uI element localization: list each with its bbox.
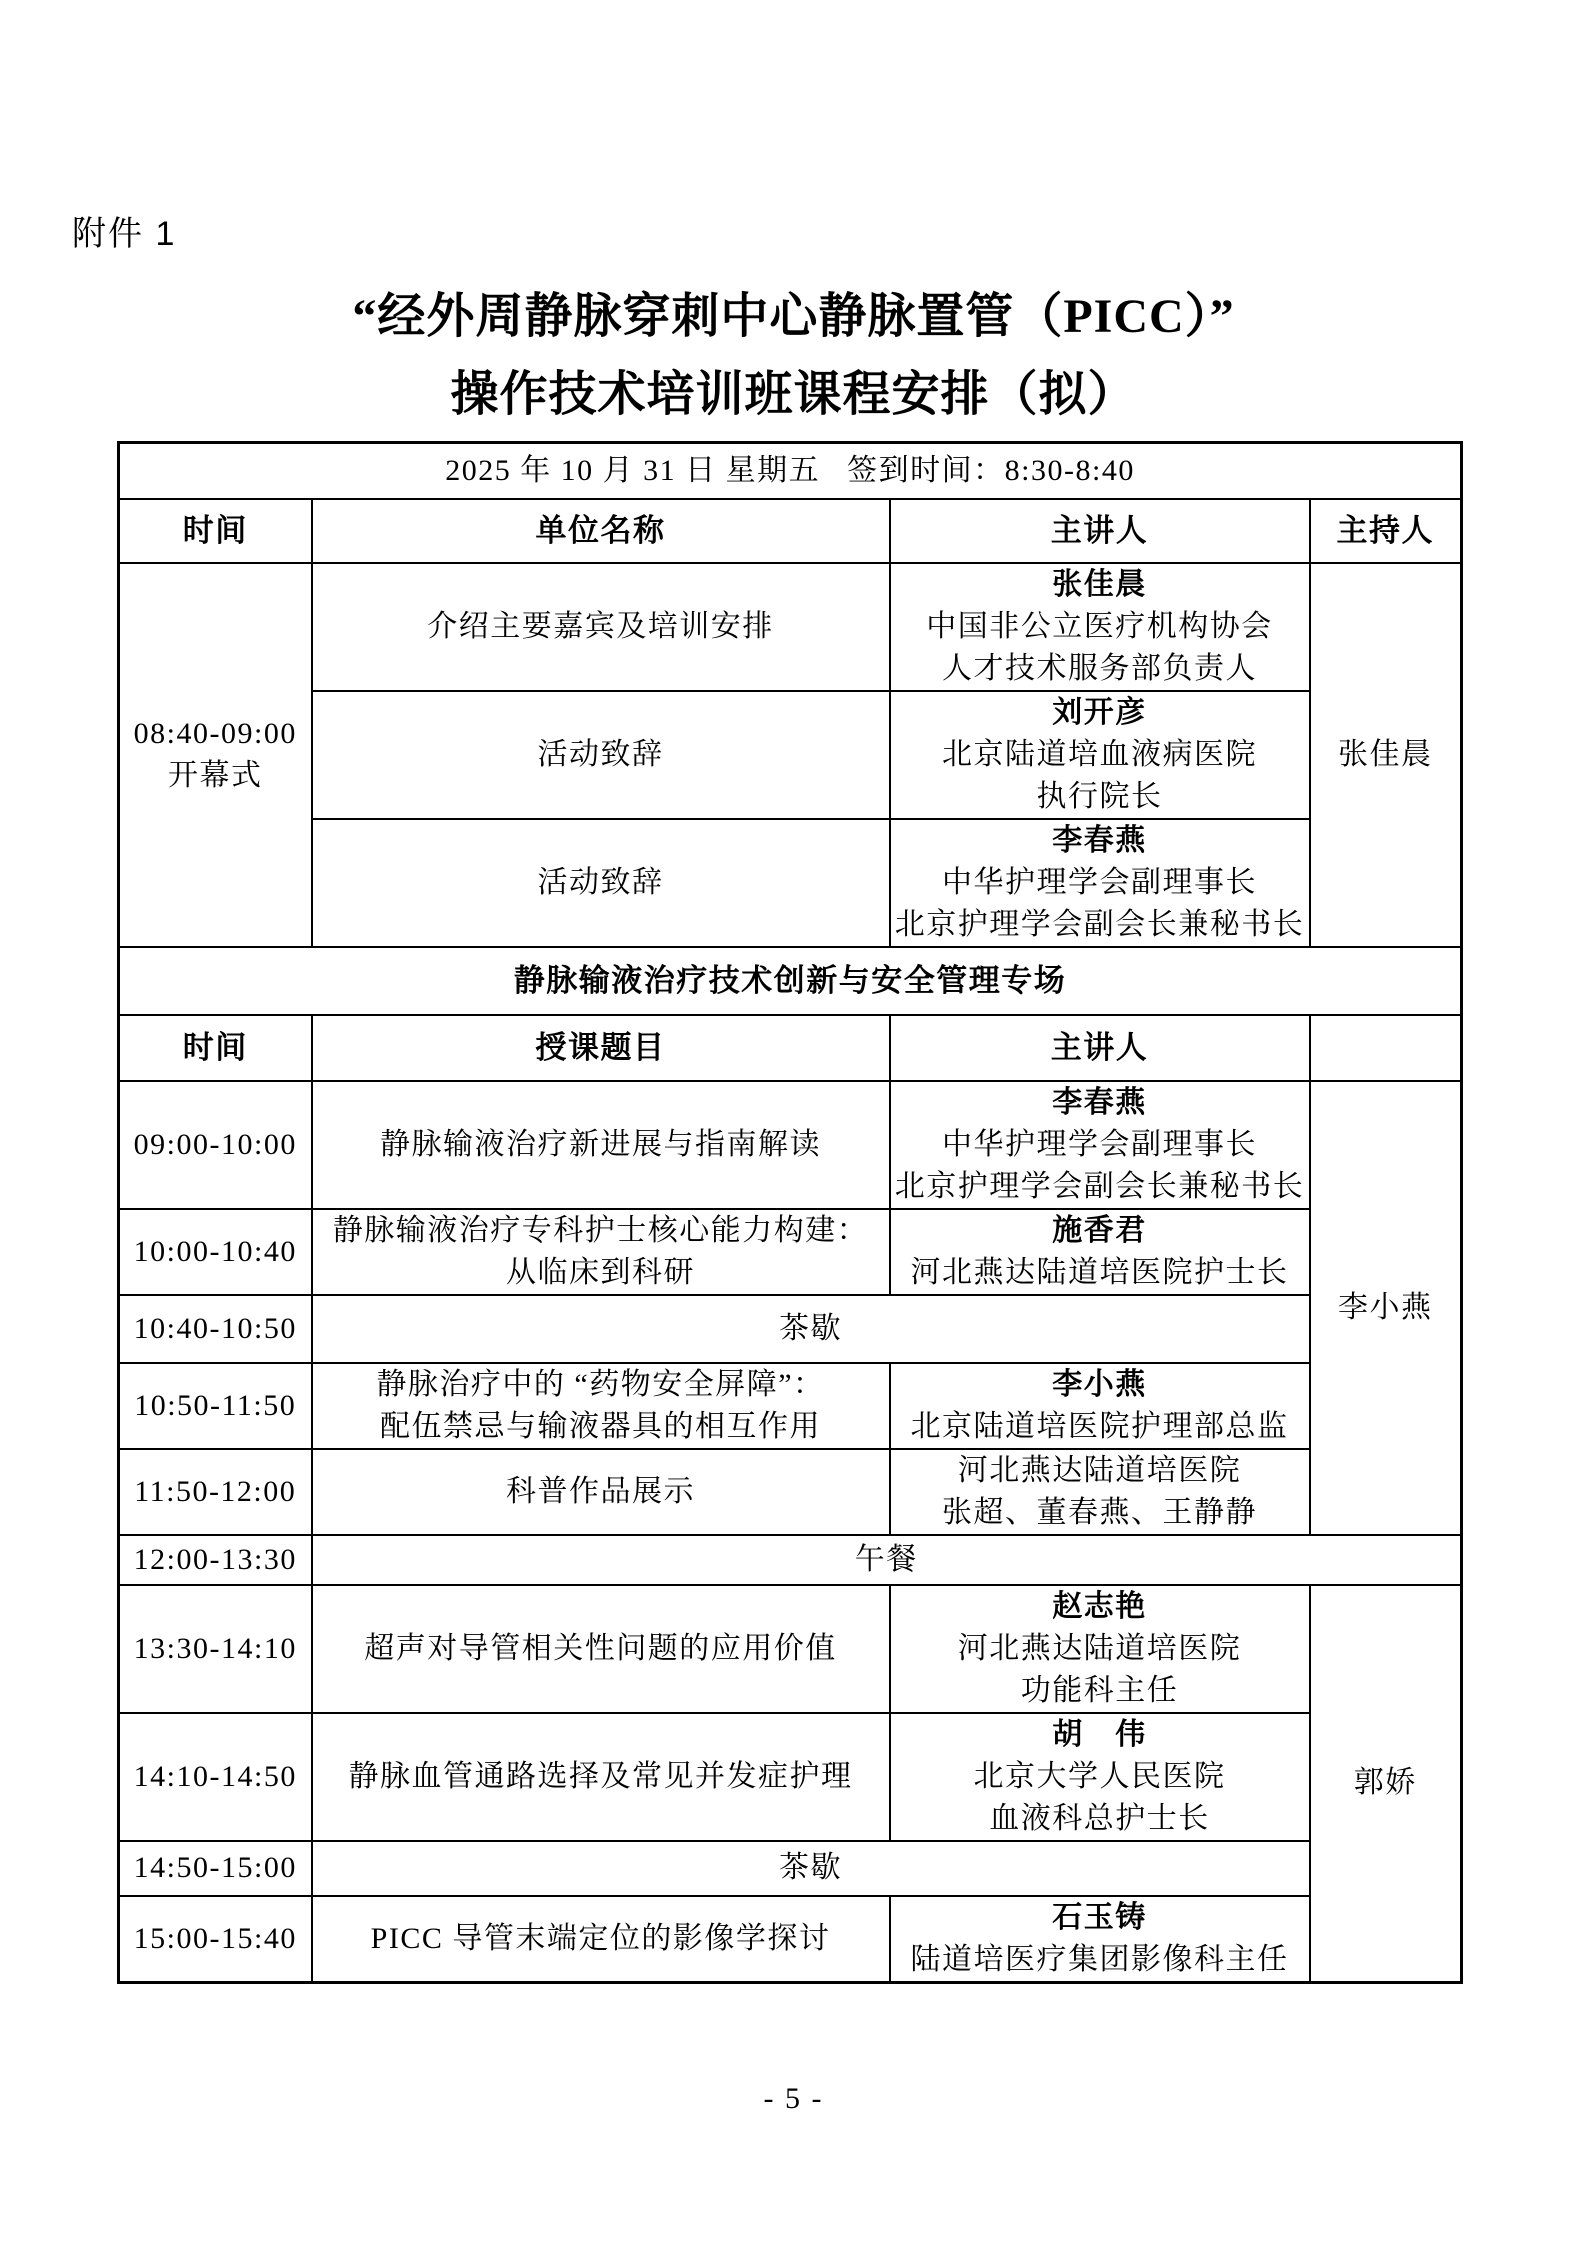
speaker-position: 血液科总护士长 <box>989 1801 1210 1835</box>
speaker-affiliation: 中华护理学会副理事长 <box>942 865 1257 899</box>
speaker-cell <box>890 1585 1310 1713</box>
opening-row-3 <box>119 819 1462 947</box>
tea-break-cell: 茶歇 <box>312 1841 1310 1896</box>
topic-line-1: 静脉治疗中的 “药物安全屏障”： <box>376 1367 825 1401</box>
speaker-affiliation: 河北燕达陆道培医院 <box>957 1631 1242 1665</box>
lecture-row <box>119 1209 1462 1295</box>
opening-row-1 <box>119 563 1462 691</box>
speaker-affiliation: 北京陆道培血液病医院 <box>942 737 1257 771</box>
speaker-position: 执行院长 <box>1036 779 1163 813</box>
topic-line-2: 配伍禁忌与输液器具的相互作用 <box>380 1409 821 1443</box>
schedule-table <box>117 441 1463 1984</box>
speaker-cell <box>890 1209 1310 1295</box>
col-header-time: 时间 <box>119 1015 312 1081</box>
col-header-unit: 单位名称 <box>312 499 890 563</box>
document-title <box>0 278 1587 434</box>
speaker-name: 胡 伟 <box>1052 1717 1147 1751</box>
speaker-affiliation: 北京陆道培医院护理部总监 <box>910 1409 1289 1443</box>
time-cell: 15:00-15:40 <box>119 1896 312 1983</box>
tea-break-row <box>119 1295 1462 1363</box>
lecture-row <box>119 1081 1462 1209</box>
time-cell: 12:00-13:30 <box>119 1535 312 1585</box>
opening-time-cell <box>119 563 312 947</box>
host-cell-afternoon: 郭娇 <box>1310 1585 1462 1983</box>
opening-label: 开幕式 <box>168 758 263 792</box>
speaker-position: 人才技术服务部负责人 <box>942 651 1257 685</box>
topic-cell: 静脉血管通路选择及常见并发症护理 <box>312 1713 890 1841</box>
col-header-time: 时间 <box>119 499 312 563</box>
column-header-row-2 <box>119 1015 1462 1081</box>
host-cell-opening: 张佳晨 <box>1310 563 1462 947</box>
speaker-name: 李小燕 <box>1052 1367 1147 1401</box>
speaker-affiliation: 河北燕达陆道培医院护士长 <box>910 1255 1289 1289</box>
speaker-cell <box>890 563 1310 691</box>
col-header-speaker: 主讲人 <box>890 499 1310 563</box>
col-header-topic: 授课题目 <box>312 1015 890 1081</box>
speaker-names: 张超、董春燕、王静静 <box>942 1495 1257 1529</box>
lunch-break-cell: 午餐 <box>312 1535 1462 1585</box>
col-header-host-empty <box>1310 1015 1462 1081</box>
speaker-name: 石玉铸 <box>1052 1900 1147 1934</box>
speaker-name: 李春燕 <box>1052 1085 1147 1119</box>
time-cell: 13:30-14:10 <box>119 1585 312 1713</box>
session-title-row <box>119 947 1462 1015</box>
page-number: - 5 - <box>763 2082 824 2115</box>
speaker-cell <box>890 1363 1310 1449</box>
speaker-cell <box>890 691 1310 819</box>
topic-line-1: 静脉输液治疗专科护士核心能力构建： <box>332 1213 869 1247</box>
lecture-row <box>119 1585 1462 1713</box>
opening-time: 08:40-09:00 <box>133 716 297 750</box>
speaker-name: 李春燕 <box>1052 823 1147 857</box>
speaker-cell <box>890 1713 1310 1841</box>
speaker-affiliation: 北京大学人民医院 <box>973 1759 1226 1793</box>
speaker-affiliation: 中华护理学会副理事长 <box>942 1127 1257 1161</box>
tea-break-row <box>119 1841 1462 1896</box>
topic-line-2: 从临床到科研 <box>506 1255 695 1289</box>
title-line-2: 操作技术培训班课程安排（拟） <box>450 368 1137 421</box>
speaker-name: 赵志艳 <box>1052 1589 1147 1623</box>
time-cell: 11:50-12:00 <box>119 1449 312 1535</box>
lunch-break-row <box>119 1535 1462 1585</box>
speaker-name: 施香君 <box>1052 1213 1147 1247</box>
speaker-cell <box>890 1896 1310 1983</box>
topic-cell: 活动致辞 <box>312 819 890 947</box>
time-cell: 10:00-10:40 <box>119 1209 312 1295</box>
title-line-1: “经外周静脉穿刺中心静脉置管（PICC）” <box>352 290 1235 343</box>
col-header-speaker: 主讲人 <box>890 1015 1310 1081</box>
topic-cell: 介绍主要嘉宾及培训安排 <box>312 563 890 691</box>
lecture-row <box>119 1449 1462 1535</box>
date-row <box>119 443 1462 499</box>
lecture-row <box>119 1896 1462 1983</box>
host-cell-morning: 李小燕 <box>1310 1081 1462 1535</box>
opening-row-2 <box>119 691 1462 819</box>
topic-cell: PICC 导管末端定位的影像学探讨 <box>312 1896 890 1983</box>
tea-break-cell: 茶歇 <box>312 1295 1310 1363</box>
topic-cell <box>312 1363 890 1449</box>
lecture-row <box>119 1363 1462 1449</box>
topic-cell: 活动致辞 <box>312 691 890 819</box>
speaker-cell <box>890 1081 1310 1209</box>
speaker-affiliation: 中国非公立医疗机构协会 <box>926 609 1273 643</box>
speaker-name: 张佳晨 <box>1052 567 1147 601</box>
topic-cell: 静脉输液治疗新进展与指南解读 <box>312 1081 890 1209</box>
time-cell: 14:50-15:00 <box>119 1841 312 1896</box>
time-cell: 14:10-14:50 <box>119 1713 312 1841</box>
time-cell: 09:00-10:00 <box>119 1081 312 1209</box>
attachment-label: 附件 1 <box>72 215 177 253</box>
date-header-cell: 2025 年 10 月 31 日 星期五 签到时间：8:30-8:40 <box>119 443 1462 499</box>
time-cell: 10:50-11:50 <box>119 1363 312 1449</box>
lecture-row <box>119 1713 1462 1841</box>
speaker-cell <box>890 1449 1310 1535</box>
time-cell: 10:40-10:50 <box>119 1295 312 1363</box>
col-header-host: 主持人 <box>1310 499 1462 563</box>
column-header-row <box>119 499 1462 563</box>
speaker-name: 刘开彦 <box>1052 695 1147 729</box>
topic-cell: 超声对导管相关性问题的应用价值 <box>312 1585 890 1713</box>
speaker-position: 功能科主任 <box>1020 1673 1179 1707</box>
speaker-affiliation: 河北燕达陆道培医院 <box>957 1453 1242 1487</box>
speaker-cell <box>890 819 1310 947</box>
topic-cell <box>312 1209 890 1295</box>
session-title-cell: 静脉输液治疗技术创新与安全管理专场 <box>119 947 1462 1015</box>
speaker-position: 北京护理学会副会长兼秘书长 <box>894 1169 1305 1203</box>
speaker-affiliation: 陆道培医疗集团影像科主任 <box>910 1942 1289 1976</box>
topic-cell: 科普作品展示 <box>312 1449 890 1535</box>
speaker-position: 北京护理学会副会长兼秘书长 <box>894 907 1305 941</box>
